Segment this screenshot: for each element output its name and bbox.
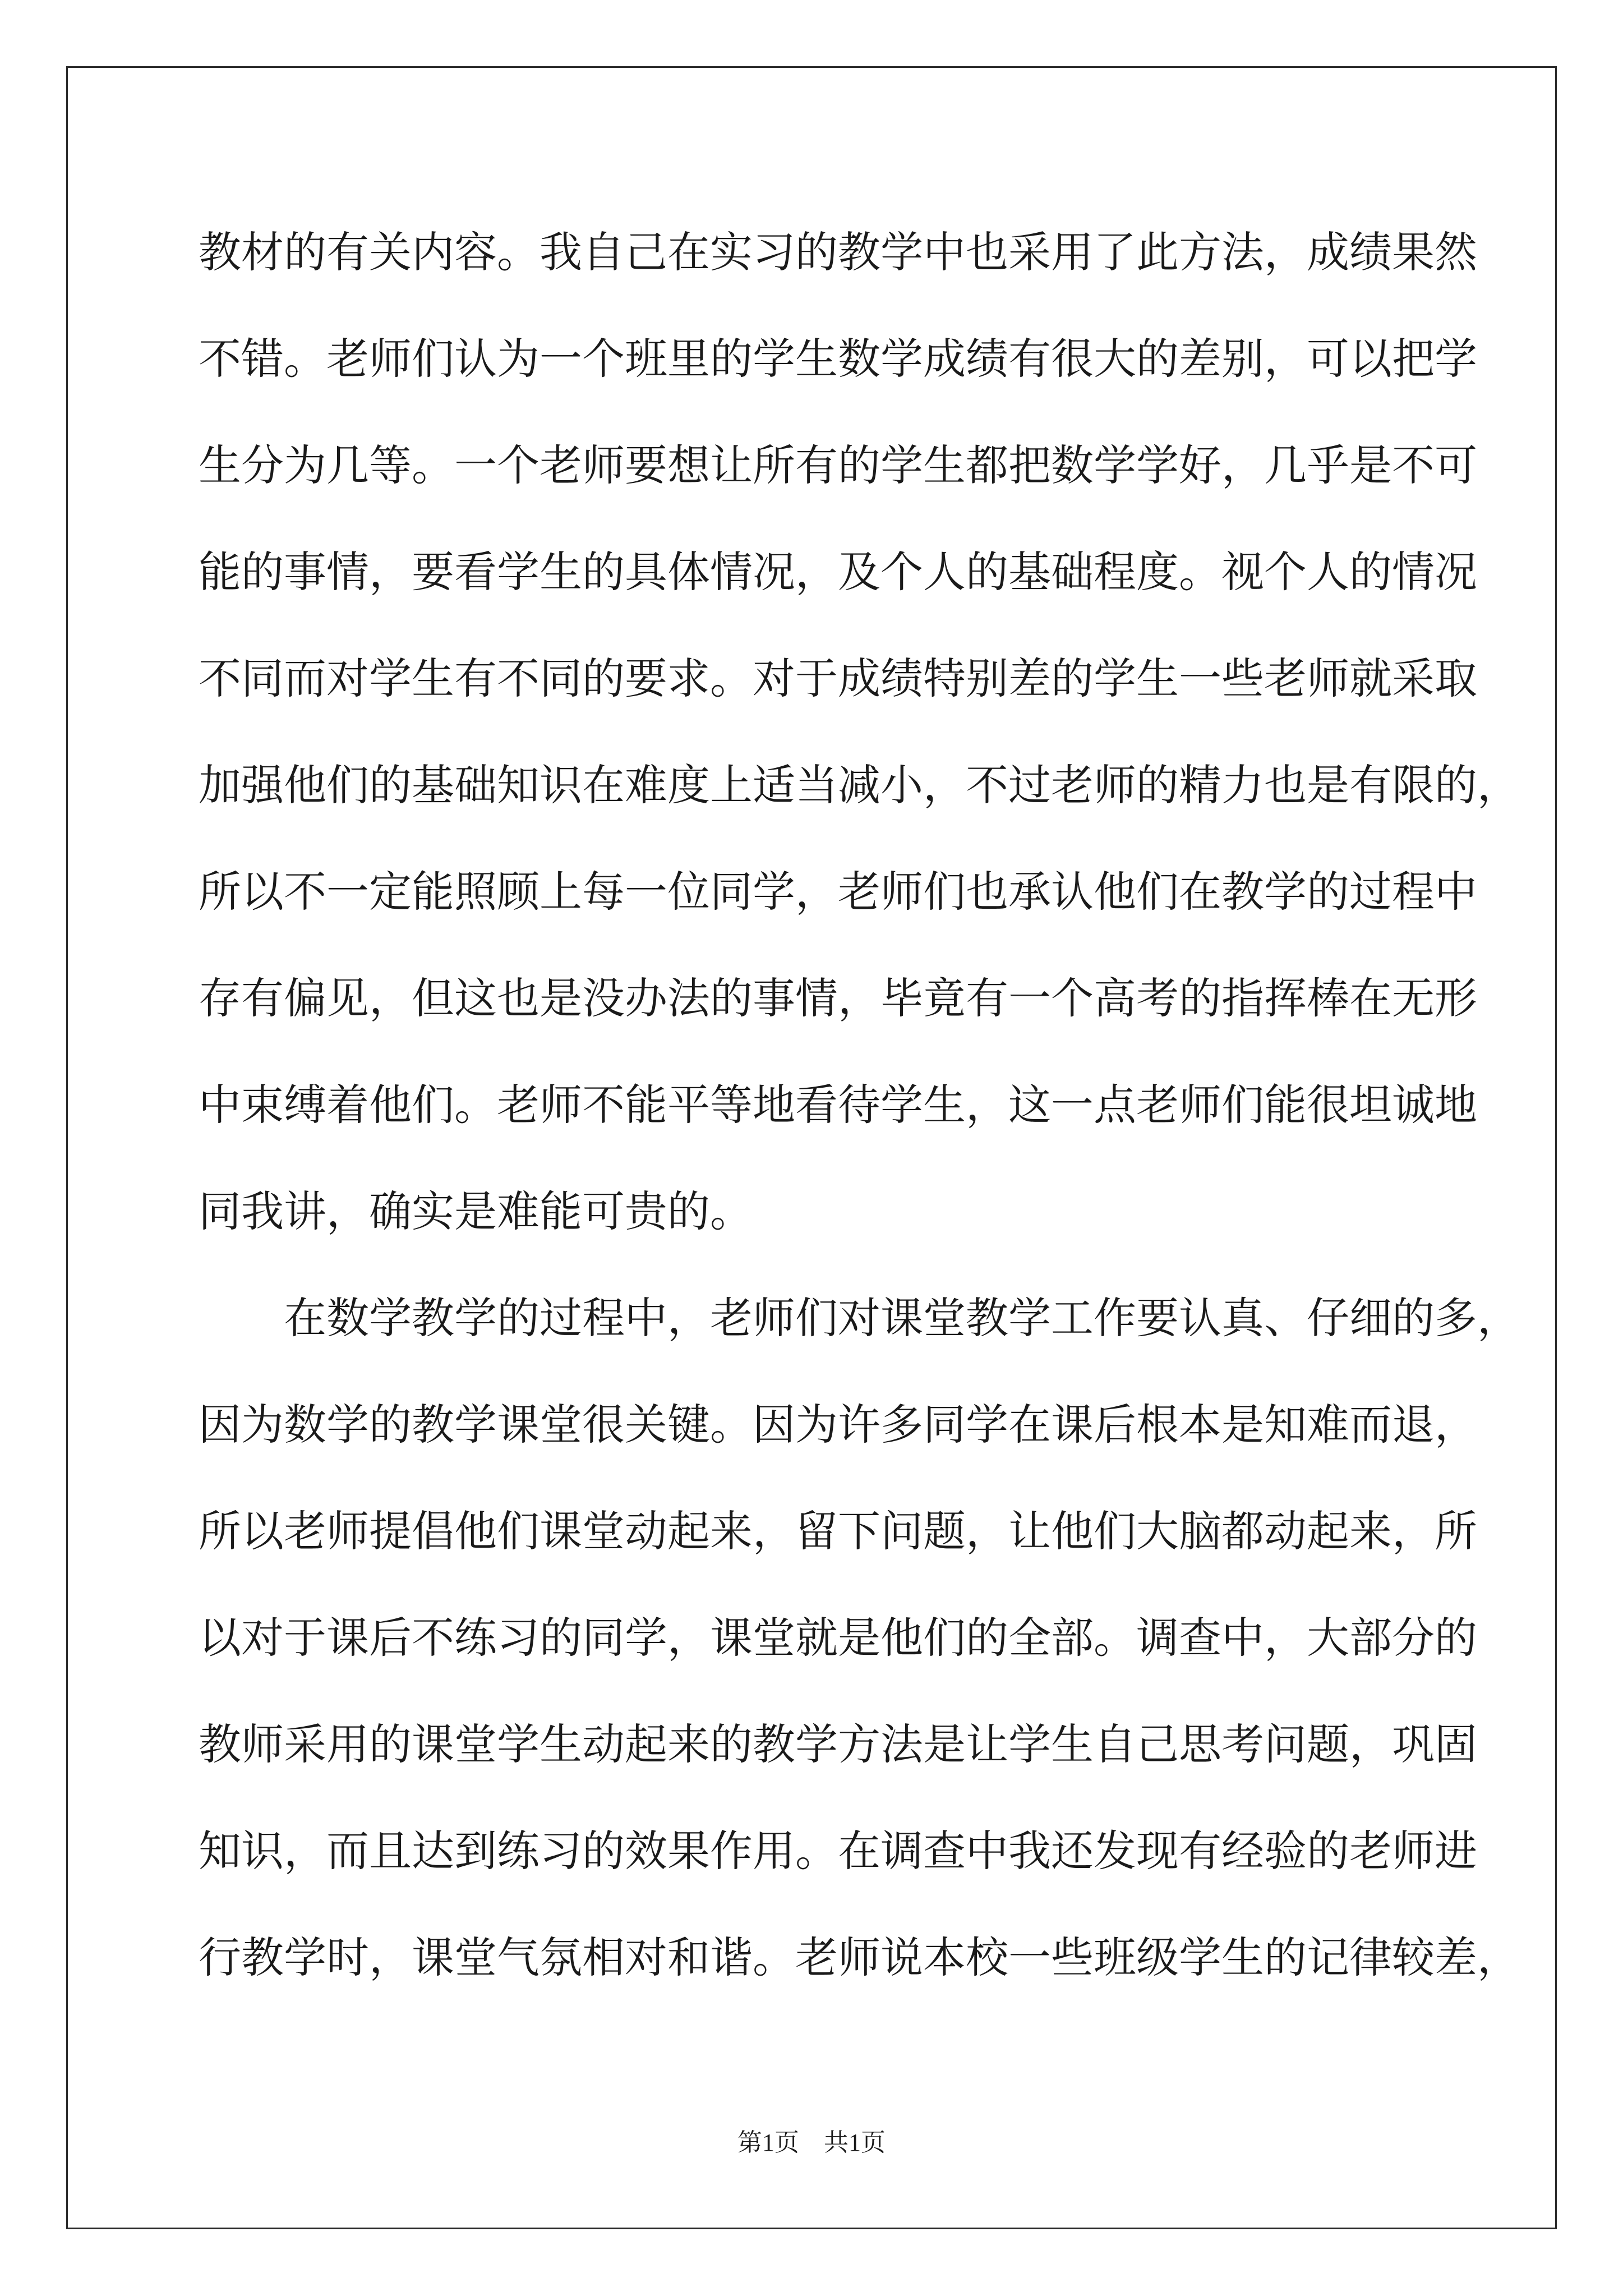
page-footer: [0, 2127, 1623, 2159]
text-line: 所以老师提倡他们课堂动起来，留下问题，让他们大脑都动起来，所: [199, 1506, 1477, 1556]
page-total: 共1页: [824, 2129, 886, 2156]
text-line: 中束缚着他们。老师不能平等地看待学生，这一点老师们能很坦诚地: [199, 1080, 1477, 1130]
text-line: 同我讲，确实是难能可贵的。: [199, 1186, 753, 1236]
text-line: 不同而对学生有不同的要求。对于成绩特别差的学生一些老师就采取: [199, 654, 1477, 703]
text-line: 生分为几等。一个老师要想让所有的学生都把数学学好，几乎是不可: [199, 440, 1477, 490]
paragraph-first-line: 在数学教学的过程中，老师们对课堂教学工作要认真、仔细的多，: [284, 1293, 1520, 1343]
text-line: 存有偏见，但这也是没办法的事情，毕竟有一个高考的指挥棒在无形: [199, 973, 1477, 1023]
page-number: 第1页: [737, 2129, 799, 2156]
text-line: 不错。老师们认为一个班里的学生数学成绩有很大的差别，可以把学: [199, 334, 1477, 384]
text-line: 行教学时，课堂气氛相对和谐。老师说本校一些班级学生的记律较差，: [199, 1932, 1520, 1982]
document-body: [199, 210, 1520, 2022]
text-line: 加强他们的基础知识在难度上适当减小，不过老师的精力也是有限的，: [199, 760, 1520, 810]
text-line: 能的事情，要看学生的具体情况，及个人的基础程度。视个人的情况: [199, 547, 1477, 597]
text-line: 因为数学的教学课堂很关键。因为许多同学在课后根本是知难而退，: [199, 1400, 1477, 1450]
text-line: 所以不一定能照顾上每一位同学，老师们也承认他们在教学的过程中: [199, 867, 1477, 917]
text-line: 教材的有关内容。我自己在实习的教学中也采用了此方法，成绩果然: [199, 227, 1477, 277]
text-line: 知识，而且达到练习的效果作用。在调查中我还发现有经验的老师进: [199, 1826, 1477, 1876]
text-line: 以对于课后不练习的同学，课堂就是他们的全部。调查中，大部分的: [199, 1613, 1477, 1663]
text-line: 教师采用的课堂学生动起来的教学方法是让学生自己思考问题，巩固: [199, 1719, 1477, 1769]
